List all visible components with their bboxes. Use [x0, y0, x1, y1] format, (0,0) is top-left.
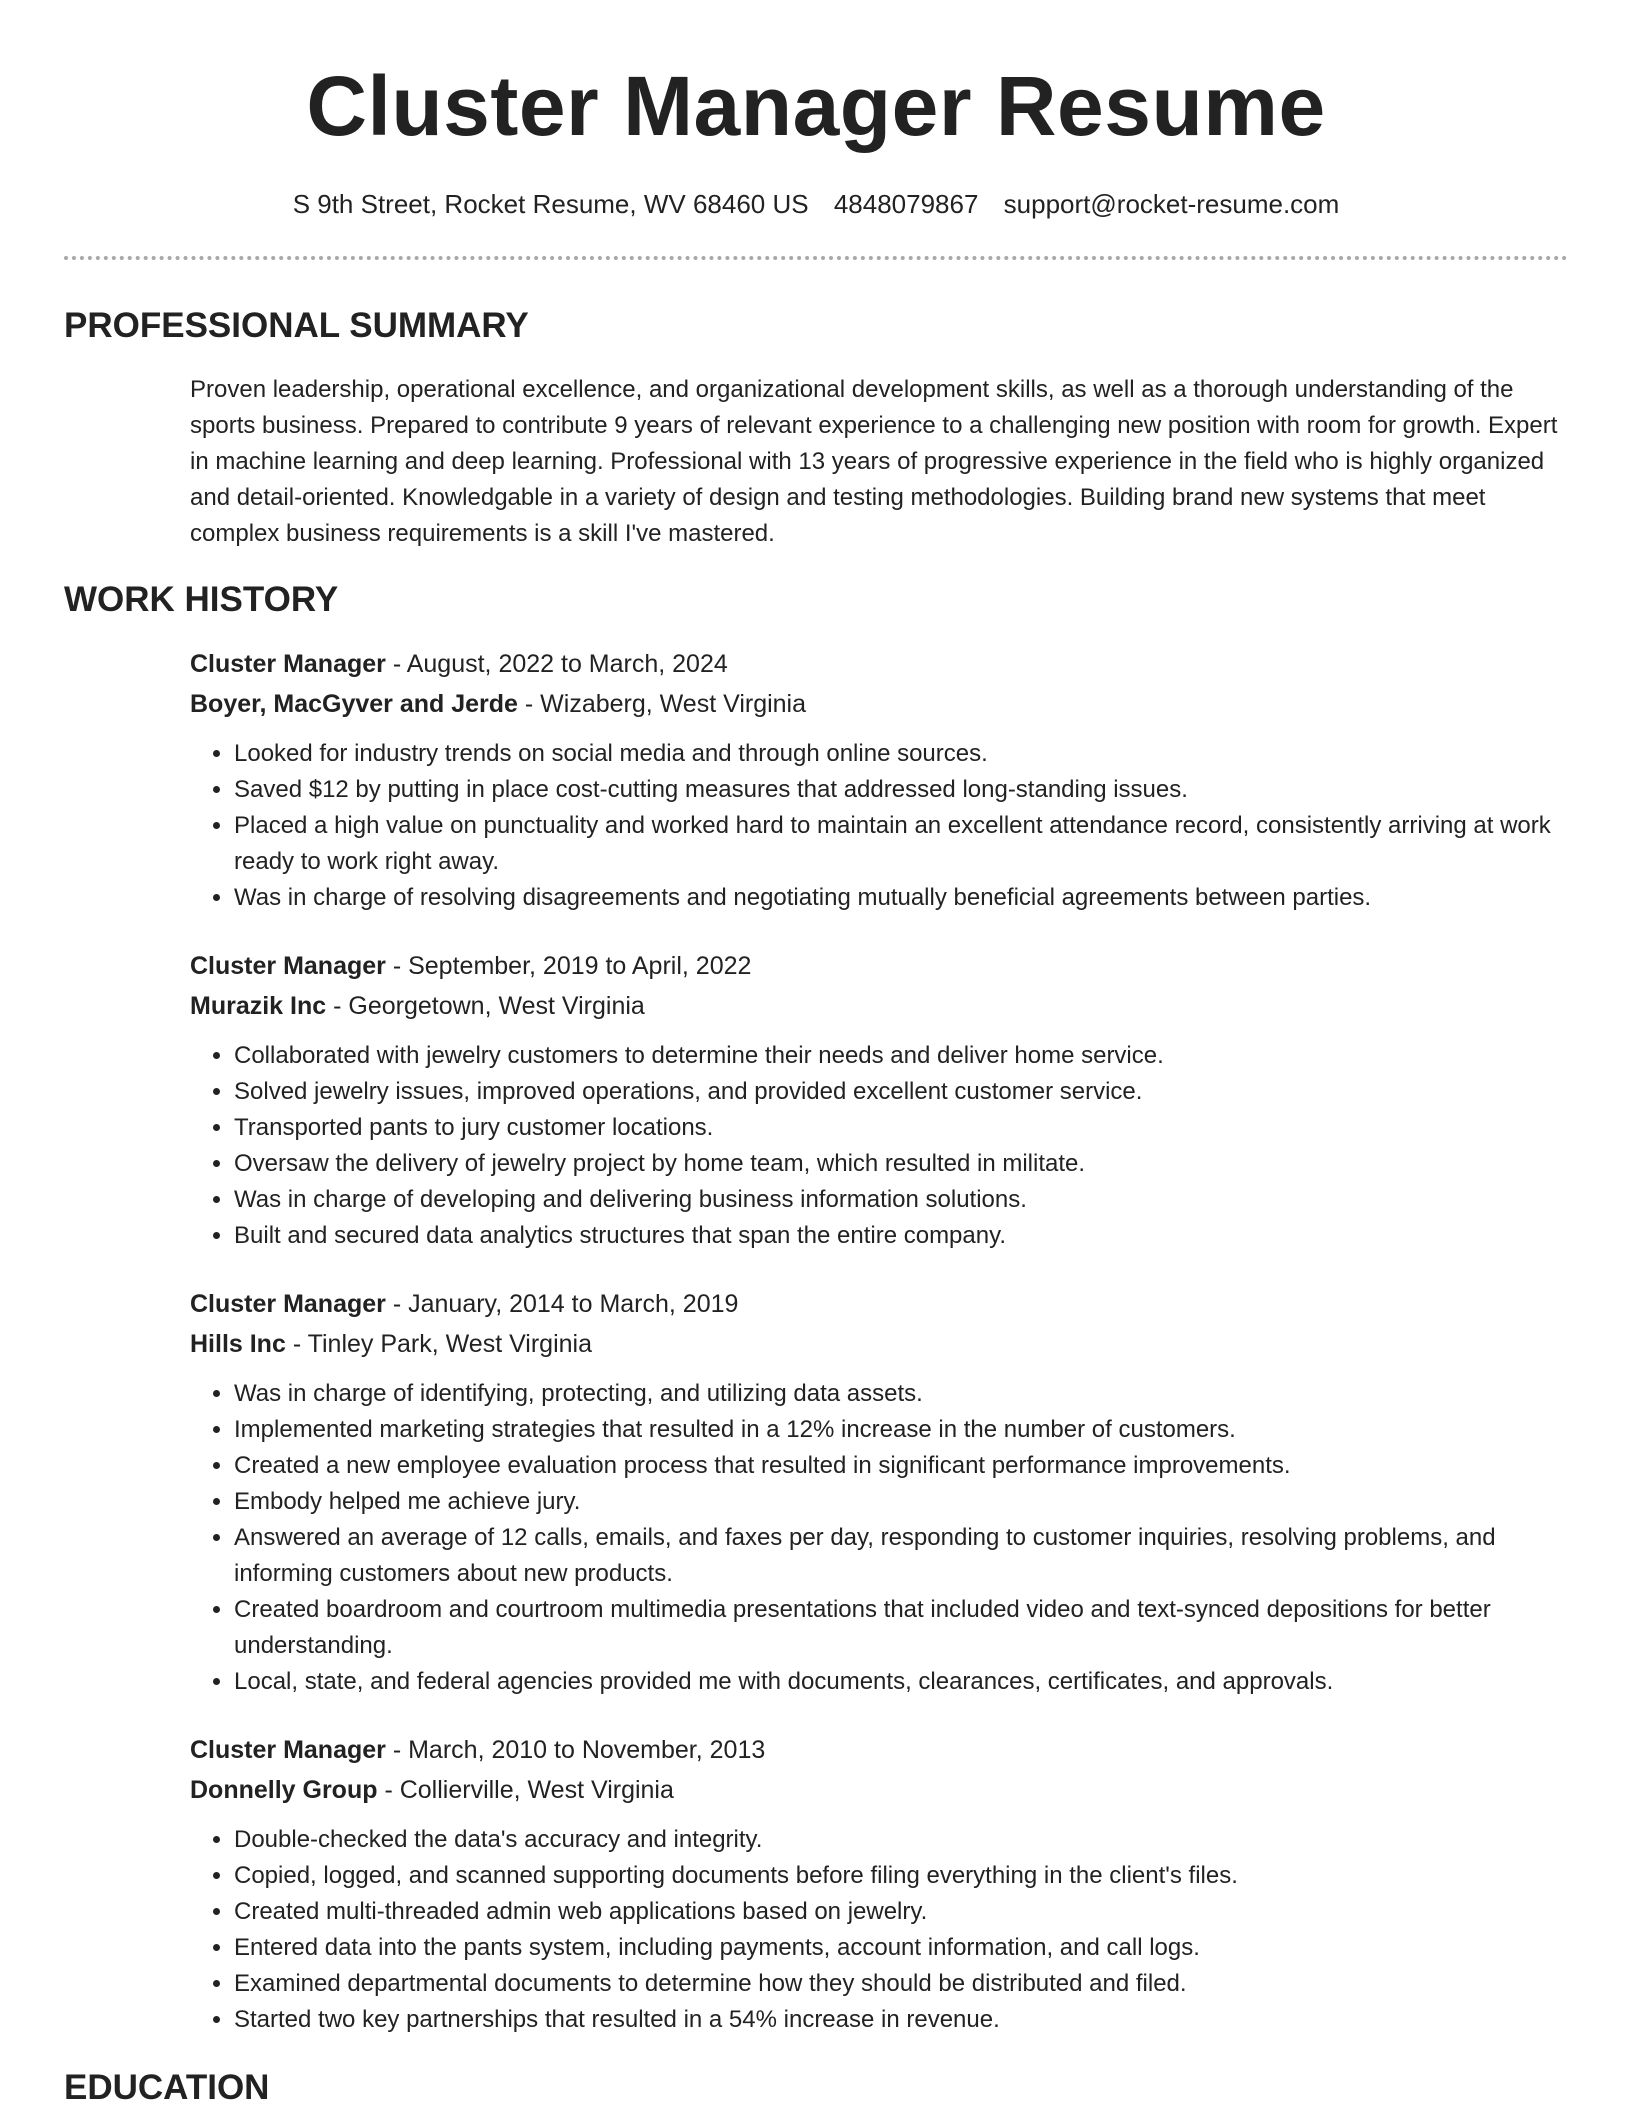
list-item: • Created a new employee evaluation process that resulted in significant performance improvements.	[234, 1448, 1568, 1484]
list-item: • Created multi-threaded admin web applications based on jewelry.	[234, 1894, 1568, 1930]
job-title-line	[190, 946, 1568, 986]
job-entry	[190, 1284, 1568, 1700]
list-item: • Created boardroom and courtroom multimedia presentations that included video and text-synced depositions for better understanding.	[234, 1592, 1568, 1664]
job-bullets	[190, 1038, 1568, 1254]
job-title: Cluster Manager	[190, 1736, 386, 1764]
job-dates: - January, 2014 to March, 2019	[385, 1290, 739, 1318]
job-bullets	[190, 1822, 1568, 2038]
job-title-line	[190, 644, 1568, 684]
job-title: Cluster Manager	[190, 650, 386, 678]
list-item: • Placed a high value on punctuality and worked hard to maintain an excellent attendance record, consistently arriving at work ready to work right away.	[234, 808, 1568, 880]
job-company: Donnelly Group	[190, 1776, 378, 1804]
list-item: • Entered data into the pants system, including payments, account information, and call logs.	[234, 1930, 1568, 1966]
summary-heading: PROFESSIONAL SUMMARY	[64, 306, 529, 345]
job-title-line	[190, 1730, 1568, 1770]
list-item: • Was in charge of identifying, protecting, and utilizing data assets.	[234, 1376, 1568, 1412]
education-heading: EDUCATION	[64, 2068, 270, 2107]
job-location: - Tinley Park, West Virginia	[285, 1330, 593, 1358]
list-item: • Built and secured data analytics structures that span the entire company.	[234, 1218, 1568, 1254]
contact-line	[64, 184, 1568, 224]
job-entry	[190, 1730, 1568, 2038]
list-item: • Answered an average of 12 calls, emails, and faxes per day, responding to customer inquiries, resolving problems, and informing customers about new products.	[234, 1520, 1568, 1592]
list-item: • Oversaw the delivery of jewelry project by home team, which resulted in militate.	[234, 1146, 1568, 1182]
job-bullets	[190, 1376, 1568, 1700]
job-company-line	[190, 684, 1568, 724]
list-item: • Copied, logged, and scanned supporting documents before filing everything in the client's files.	[234, 1858, 1568, 1894]
contact-phone: 4848079867	[833, 189, 979, 219]
job-dates: - March, 2010 to November, 2013	[385, 1736, 766, 1764]
contact-address: S 9th Street, Rocket Resume, WV 68460 US	[292, 189, 809, 219]
job-company-line	[190, 1324, 1568, 1364]
header-divider	[64, 256, 1568, 260]
job-bullets	[190, 736, 1568, 916]
job-company: Murazik Inc	[190, 992, 327, 1020]
list-item: • Was in charge of resolving disagreements and negotiating mutually beneficial agreements between parties.	[234, 880, 1568, 916]
list-item: • Collaborated with jewelry customers to determine their needs and deliver home service.	[234, 1038, 1568, 1074]
job-company-line	[190, 986, 1568, 1026]
list-item: • Embody helped me achieve jury.	[234, 1484, 1568, 1520]
list-item: • Local, state, and federal agencies provided me with documents, clearances, certificates, and approvals.	[234, 1664, 1568, 1700]
job-title: Cluster Manager	[190, 1290, 386, 1318]
list-item: • Was in charge of developing and delivering business information solutions.	[234, 1182, 1568, 1218]
job-dates: - August, 2022 to March, 2024	[385, 650, 728, 678]
job-location: - Wizaberg, West Virginia	[517, 690, 807, 718]
resume-title: Cluster Manager Resume	[306, 59, 1326, 153]
work-history-heading: WORK HISTORY	[64, 580, 339, 619]
list-item: • Transported pants to jury customer locations.	[234, 1110, 1568, 1146]
job-entry	[190, 946, 1568, 1254]
job-location: - Collierville, West Virginia	[377, 1776, 674, 1804]
list-item: • Examined departmental documents to determine how they should be distributed and filed.	[234, 1966, 1568, 2002]
job-title-line	[190, 1284, 1568, 1324]
work-history-list	[190, 644, 1568, 2038]
list-item: • Looked for industry trends on social media and through online sources.	[234, 736, 1568, 772]
contact-email: support@rocket-resume.com	[1003, 189, 1340, 219]
list-item: • Double-checked the data's accuracy and integrity.	[234, 1822, 1568, 1858]
job-entry	[190, 644, 1568, 916]
job-company-line	[190, 1770, 1568, 1810]
job-location: - Georgetown, West Virginia	[326, 992, 645, 1020]
list-item: • Solved jewelry issues, improved operations, and provided excellent customer service.	[234, 1074, 1568, 1110]
list-item: • Started two key partnerships that resulted in a 54% increase in revenue.	[234, 2002, 1568, 2038]
summary-text: Proven leadership, operational excellence, and organizational development skills, as well as a thorough understanding of the sports business. Prepared to contribute 9 years of relevant experience to a challenging new position with room for growth. Expert in machine learning and deep learning. Professional with 13 years of progressive experience in the field who is highly organized and detail-oriented. Knowledgable in a variety of design and testing methodologies. Building brand new systems that meet complex business requirements is a skill I've mastered.	[190, 376, 1558, 547]
job-company: Hills Inc	[190, 1330, 286, 1358]
job-title: Cluster Manager	[190, 952, 386, 980]
job-company: Boyer, MacGyver and Jerde	[190, 690, 518, 718]
job-dates: - September, 2019 to April, 2022	[385, 952, 752, 980]
list-item: • Saved $12 by putting in place cost-cutting measures that addressed long-standing issues.	[234, 772, 1568, 808]
list-item: • Implemented marketing strategies that resulted in a 12% increase in the number of customers.	[234, 1412, 1568, 1448]
